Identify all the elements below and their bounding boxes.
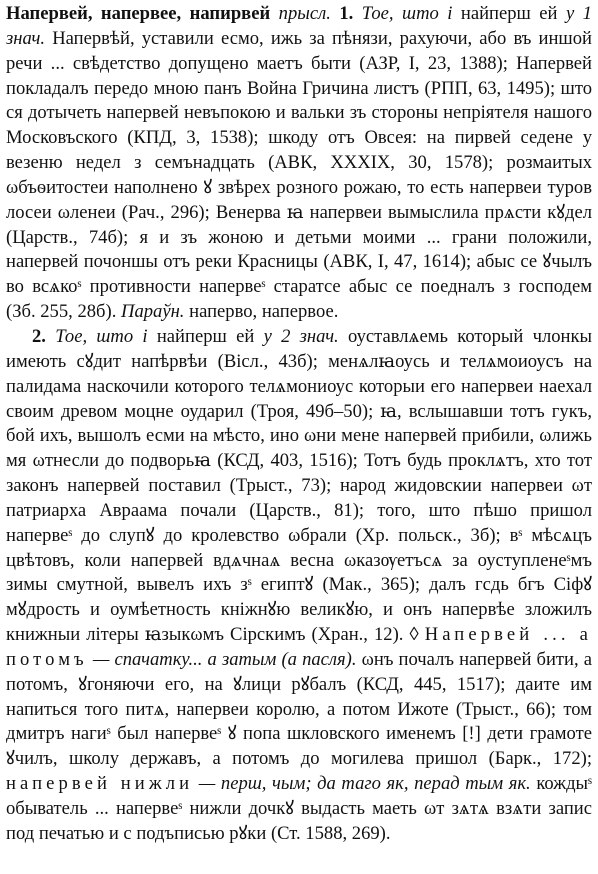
sense-1-number: 1. <box>339 3 354 24</box>
compare-words: наперво, напервое. <box>189 301 339 323</box>
compare-label: Параўн. <box>121 301 185 323</box>
part-of-speech: прысл. <box>278 3 331 24</box>
phrase-1: Напервей ... а потомъ <box>6 624 593 670</box>
phrase-diamond-icon: ◊ <box>409 624 419 646</box>
phrase-2: напервей нижли <box>6 773 194 795</box>
sense-1-citations: Напервѣй, уставили есмо, ижь за пѣнязи, рахуючи, або въ иншой речи ... свѣдетство допущено маетъ быти (АЗР, І, 23, 1388); Напервей покладалъ передо мною панъ Война Гричина листъ (РПП, 63, 1495); што ся дотычеть напервей невъпокою и вальки зъ стороны непріятеля нашого Московъского (КПД, 3, 1538); шкоду отъ Овсея: на пирвей седене у везеню недел з семънадцать (АВК, XXXIX, 30, 1578); розмаитых ωбъѳитостеи наполнено ꙋ звѣрех розного рожаю, то есть напервеи туров лосеи ωленеи (Рач., 296); Венерва ꙗ напервеи вымыслила прѧсти кꙋдел (Царств., 74б); я и зъ жоною и детьми моими ... грани положили, напервей почоншы отъ реки Красницы (АВК, І, 47, 1614); абыс се ꙋчылъ во всѧкоˢ противности напервеˢ старатсе абыс се поедналъ з господем (Зб. 255, 28б). <box>6 27 592 323</box>
sense-2-ref-word: найперш ей <box>156 325 255 347</box>
sense-2-paragraph <box>6 325 592 847</box>
sense-1-paragraph <box>6 2 592 325</box>
dictionary-entry <box>6 2 592 847</box>
sense-2-citations: оуставлѧемь который члонкы имеють сꙋдит напѣрвѣи (Вісл., 43б); менѧлꙗоусь и телѧмоиоусъ на палидама наскочили которого телѧмониоус которыи его напервеи наехал своим древом моцне оударил (Троя, 49б–50); ꙗ, вслышавши тотъ гукъ, бой ихъ, вышолъ есми на мѣсто, ино ωни мене напервей прибили, ωлижь мя ωтнесли до подворьꙗ (КСД, 403, 1516); Тотъ будь проклѧтъ, хто тот законъ напервей поставил (Трыст., 73); народ жидовскии напервеи ωт патриарха Авраама почали (Царств., 81); того, што пѣшо пришол напервеˢ до слупꙋ до кролевство ωбрали (Хр. польск., 3б); вˢ мѣсѧцъ цвѣтовъ, коли напервей вдѧчнаѧ весна ωказѹетъсѧ за оуступленеˢмъ зимы смутной, вывелъ ихъ зˢ египтꙋ (Мак., 365); далъ гсдь бгъ Сіфꙋ мꙋдрость и оумѣетность кніжнꙋю великꙋю, и онъ напервѣе зложилъ книжныи літеры ꙗзыкωмъ Сірскимъ (Хран., 12). <box>6 325 593 646</box>
phrase-1-definition: — спачатку... а затым (а пасля). <box>92 648 357 670</box>
phrase-2-citations: кождыˢ обыватель ... напервеˢ нижли дочкꙋ выдасть маеть ωт зѧтѧ взѧти запис под печатью и с подъписью рꙋки (Ст. 1588, 269). <box>6 773 592 844</box>
sense-2-definition: Тое, што і <box>55 325 148 347</box>
sense-1-ref-word: найперш ей <box>460 3 558 24</box>
sense-2-ref: у 2 знач. <box>263 325 339 347</box>
sense-1-definition: Тое, што і <box>361 3 453 24</box>
phrase-1-citations: ωнъ почалъ напервей бити, а потомъ, ꙋгоняючи его, на ꙋлици рꙋбалъ (КСД, 445, 1517); даите им напиться того питѧ, напервеи королю, а потом Ижоте (Трыст., 66); том дмитръ нагиˢ был напервеˢ ꙋ попа шкловского именемъ [!] дети грамоте ꙋчилъ, школу державъ, а потомъ до могилева пришол (Барк., 172); <box>6 648 592 770</box>
entry-headword: Напервей, напервее, напирвей <box>6 3 271 24</box>
sense-2-number: 2. <box>32 325 46 347</box>
phrase-2-definition: — перш, чым; да таго як, перад тым як. <box>198 773 531 795</box>
sense-1-ref: у 1 знач. <box>6 3 592 49</box>
